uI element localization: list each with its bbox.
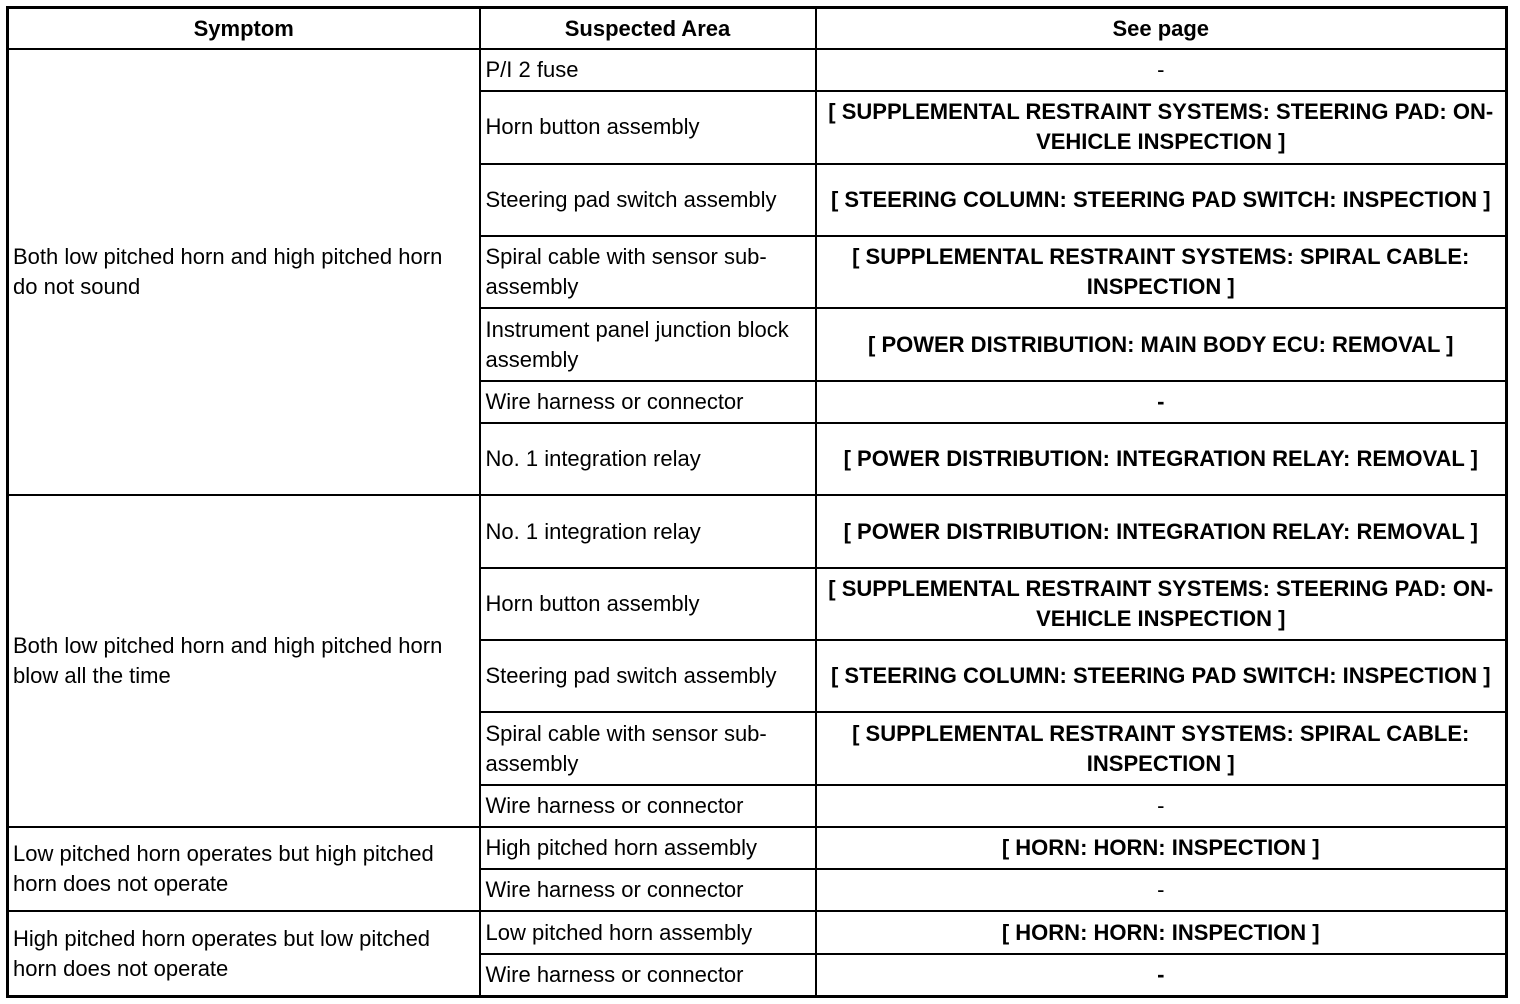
table-row bbox=[8, 49, 1507, 91]
see-page-link[interactable]: [ HORN: HORN: INSPECTION ] bbox=[816, 911, 1507, 953]
suspected-area-cell: No. 1 integration relay bbox=[480, 423, 816, 495]
suspected-area-cell: High pitched horn assembly bbox=[480, 827, 816, 869]
symptom-cell: High pitched horn operates but low pitched horn does not operate bbox=[8, 911, 480, 996]
symptom-cell: Both low pitched horn and high pitched horn do not sound bbox=[8, 49, 480, 495]
symptom-cell: Low pitched horn operates but high pitched horn does not operate bbox=[8, 827, 480, 911]
header-row bbox=[8, 8, 1507, 50]
table-row bbox=[8, 495, 1507, 567]
header-see-page: See page bbox=[816, 8, 1507, 50]
table-row bbox=[8, 827, 1507, 869]
suspected-area-cell: Steering pad switch assembly bbox=[480, 640, 816, 712]
suspected-area-cell: Spiral cable with sensor sub-assembly bbox=[480, 236, 816, 308]
suspected-area-cell: Steering pad switch assembly bbox=[480, 164, 816, 236]
see-page-cell: - bbox=[816, 49, 1507, 91]
troubleshooting-table bbox=[6, 6, 1508, 998]
see-page-cell: - bbox=[816, 381, 1507, 423]
suspected-area-cell: Horn button assembly bbox=[480, 568, 816, 640]
header-symptom: Symptom bbox=[8, 8, 480, 50]
see-page-cell: - bbox=[816, 954, 1507, 997]
suspected-area-cell: Horn button assembly bbox=[480, 91, 816, 163]
see-page-link[interactable]: [ SUPPLEMENTAL RESTRAINT SYSTEMS: SPIRAL CABLE: INSPECTION ] bbox=[816, 712, 1507, 784]
suspected-area-cell: Low pitched horn assembly bbox=[480, 911, 816, 953]
symptom-cell: Both low pitched horn and high pitched horn blow all the time bbox=[8, 495, 480, 827]
see-page-cell: - bbox=[816, 869, 1507, 911]
header-suspected-area: Suspected Area bbox=[480, 8, 816, 50]
see-page-cell: - bbox=[816, 785, 1507, 827]
suspected-area-cell: Wire harness or connector bbox=[480, 954, 816, 997]
suspected-area-cell: Instrument panel junction block assembly bbox=[480, 308, 816, 380]
suspected-area-cell: Wire harness or connector bbox=[480, 785, 816, 827]
suspected-area-cell: Wire harness or connector bbox=[480, 381, 816, 423]
suspected-area-cell: Wire harness or connector bbox=[480, 869, 816, 911]
see-page-link[interactable]: [ STEERING COLUMN: STEERING PAD SWITCH: INSPECTION ] bbox=[816, 640, 1507, 712]
see-page-link[interactable]: [ HORN: HORN: INSPECTION ] bbox=[816, 827, 1507, 869]
see-page-link[interactable]: [ SUPPLEMENTAL RESTRAINT SYSTEMS: STEERING PAD: ON-VEHICLE INSPECTION ] bbox=[816, 568, 1507, 640]
suspected-area-cell: No. 1 integration relay bbox=[480, 495, 816, 567]
see-page-link[interactable]: [ POWER DISTRIBUTION: INTEGRATION RELAY: REMOVAL ] bbox=[816, 423, 1507, 495]
suspected-area-cell: P/I 2 fuse bbox=[480, 49, 816, 91]
suspected-area-cell: Spiral cable with sensor sub-assembly bbox=[480, 712, 816, 784]
table-row bbox=[8, 911, 1507, 953]
see-page-link[interactable]: [ STEERING COLUMN: STEERING PAD SWITCH: INSPECTION ] bbox=[816, 164, 1507, 236]
see-page-link[interactable]: [ SUPPLEMENTAL RESTRAINT SYSTEMS: SPIRAL CABLE: INSPECTION ] bbox=[816, 236, 1507, 308]
see-page-link[interactable]: [ POWER DISTRIBUTION: INTEGRATION RELAY: REMOVAL ] bbox=[816, 495, 1507, 567]
see-page-link[interactable]: [ POWER DISTRIBUTION: MAIN BODY ECU: REMOVAL ] bbox=[816, 308, 1507, 380]
see-page-link[interactable]: [ SUPPLEMENTAL RESTRAINT SYSTEMS: STEERING PAD: ON-VEHICLE INSPECTION ] bbox=[816, 91, 1507, 163]
